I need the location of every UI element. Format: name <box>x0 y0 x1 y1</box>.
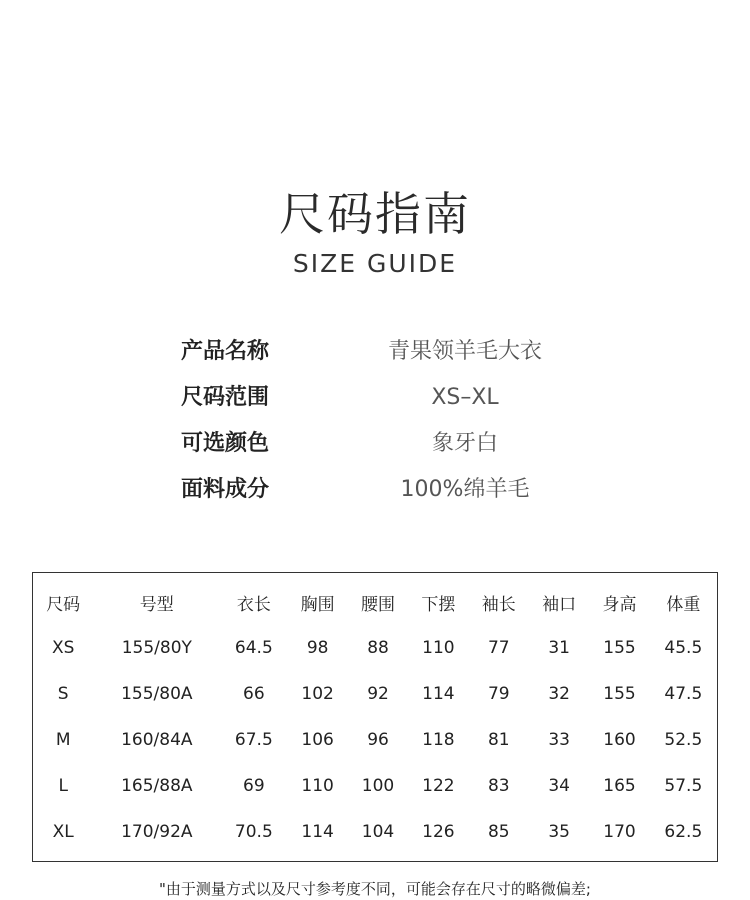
table-cell: 92 <box>367 684 389 704</box>
table-cell: 81 <box>487 730 510 750</box>
table-cell: 165/88A <box>121 776 193 796</box>
table-cell: 160 <box>603 730 636 750</box>
info-value: 100%绵羊毛 <box>400 477 530 502</box>
column-header: 衣长 <box>236 594 271 615</box>
table-cell: 122 <box>422 776 455 796</box>
table-cell: 83 <box>487 776 510 796</box>
table-cell: 165 <box>603 776 636 796</box>
column-header: 下摆 <box>421 594 456 615</box>
table-cell: 77 <box>487 638 510 658</box>
table-cell: 170 <box>603 822 636 842</box>
info-value: 象牙白 <box>431 431 498 456</box>
table-cell: L <box>58 776 68 796</box>
size-table <box>32 572 718 862</box>
column-header: 体重 <box>666 594 701 615</box>
table-cell: 62.5 <box>664 822 703 842</box>
table-cell: 155/80A <box>121 684 193 704</box>
table-cell: 34 <box>548 776 570 796</box>
table-cell: 170/92A <box>121 822 193 842</box>
table-row <box>33 625 717 671</box>
table-cell: S <box>57 684 69 704</box>
info-row-size-range <box>0 376 750 422</box>
table-cell: 31 <box>548 638 570 658</box>
table-cell: 126 <box>422 822 455 842</box>
info-value: 青果领羊毛大衣 <box>387 339 542 364</box>
table-cell: 64.5 <box>234 638 273 658</box>
product-info <box>0 330 750 514</box>
table-cell: 32 <box>548 684 570 704</box>
info-label: 面料成分 <box>181 477 270 502</box>
table-cell: 47.5 <box>664 684 703 704</box>
info-value: XS–XL <box>431 385 499 410</box>
table-cell: 70.5 <box>234 822 273 842</box>
table-cell: M <box>55 730 71 750</box>
table-cell: 102 <box>301 684 334 704</box>
size-table-grid <box>33 579 717 855</box>
table-row <box>33 809 717 855</box>
page-subtitle: SIZE GUIDE <box>292 249 458 278</box>
info-label: 可选颜色 <box>181 431 270 456</box>
table-cell: 69 <box>243 776 265 796</box>
column-header: 腰围 <box>361 594 396 615</box>
info-row-colors <box>0 422 750 468</box>
footnote: "由于测量方式以及尺寸参考度不同，可能会存在尺寸的略微偏差; <box>159 880 591 898</box>
table-cell: 114 <box>422 684 455 704</box>
table-cell: 66 <box>243 684 265 704</box>
table-cell: 96 <box>367 730 389 750</box>
table-cell: 155 <box>603 684 636 704</box>
table-cell: 85 <box>487 822 510 842</box>
column-header: 胸围 <box>300 594 335 615</box>
table-cell: 98 <box>306 638 329 658</box>
table-cell: 79 <box>487 684 510 704</box>
table-cell: 57.5 <box>664 776 703 796</box>
table-cell: 45.5 <box>664 638 703 658</box>
table-row <box>33 763 717 809</box>
table-cell: 110 <box>301 776 334 796</box>
table-cell: 104 <box>361 822 395 842</box>
info-row-product-name <box>0 330 750 376</box>
column-header: 袖口 <box>542 594 577 615</box>
table-cell: 118 <box>422 730 455 750</box>
table-header-row <box>33 579 717 625</box>
table-cell: 114 <box>301 822 334 842</box>
table-row <box>33 717 717 763</box>
table-cell: 33 <box>548 730 570 750</box>
table-cell: 160/84A <box>121 730 193 750</box>
table-cell: 106 <box>301 730 334 750</box>
table-cell: 155 <box>603 638 636 658</box>
table-cell: 110 <box>422 638 455 658</box>
info-label: 产品名称 <box>181 339 270 364</box>
info-row-fabric <box>0 468 750 514</box>
table-cell: 67.5 <box>234 730 273 750</box>
table-cell: 88 <box>367 638 389 658</box>
table-cell: 155/80Y <box>121 638 192 658</box>
page-title: 尺码指南 <box>279 187 471 241</box>
column-header: 尺码 <box>46 594 81 615</box>
table-cell: 35 <box>548 822 570 842</box>
column-header: 号型 <box>139 594 174 615</box>
table-row <box>33 671 717 717</box>
info-label: 尺码范围 <box>181 385 270 410</box>
table-cell: XS <box>51 638 75 658</box>
table-cell: 52.5 <box>664 730 703 750</box>
column-header: 身高 <box>602 594 637 615</box>
column-header: 袖长 <box>481 594 516 615</box>
table-cell: 100 <box>361 776 395 796</box>
table-cell: XL <box>52 822 74 842</box>
